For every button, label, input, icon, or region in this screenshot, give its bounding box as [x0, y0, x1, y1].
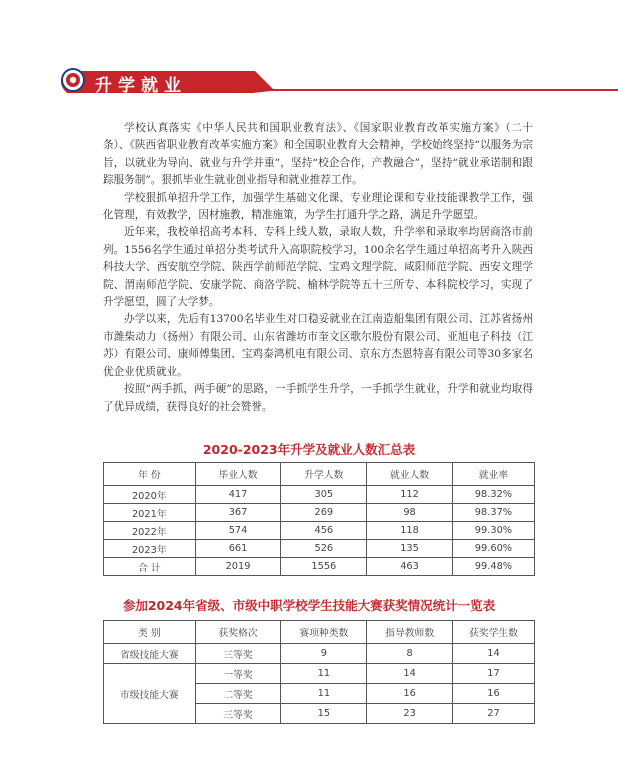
table-cell: 11: [281, 664, 367, 684]
category-cell: 市级技能大赛: [104, 664, 196, 724]
header-cell: 升学人数: [281, 463, 367, 486]
table-row: [104, 486, 535, 504]
table-cell: 456: [281, 522, 367, 540]
table-cell: 9: [281, 644, 367, 664]
table-cell: 16: [367, 684, 453, 704]
table-cell: 661: [195, 540, 281, 558]
header-cell: 指导教师数: [367, 621, 453, 644]
table-cell: 27: [453, 704, 535, 724]
school-logo-icon: [61, 68, 85, 92]
header-cell: 毕业人数: [195, 463, 281, 486]
paragraph-1: 学校认真落实《中华人民共和国职业教育法》、《国家职业教育改革实施方案》（二十条）、《陕西省职业教育改革实施方案》和全国职业教育大会精神，学校始终坚持“以服务为宗旨，以就业为导向、就业与升学并重”，坚持“校企合作，产教融合”，坚持“就业承诺制和跟踪服务制”。狠抓毕业生就业创业指导和就业推荐工作。: [103, 122, 533, 187]
table-cell: 2022年: [104, 522, 196, 540]
category-cell: 省级技能大赛: [104, 644, 196, 664]
table-cell: 112: [367, 486, 453, 504]
table-total-row: [104, 558, 535, 576]
table-cell: 2019: [195, 558, 281, 576]
table-cell: 98: [367, 504, 453, 522]
table-cell: 98.37%: [452, 504, 534, 522]
table-cell: 269: [281, 504, 367, 522]
table-cell: 305: [281, 486, 367, 504]
paragraph-2: 学校狠抓单招升学工作，加强学生基础文化课、专业理论课和专业技能课教学工作，强化管理，有效教学，因材施教，精准施策，为学生打通升学之路，满足升学愿望。: [103, 191, 533, 222]
table-cell: 118: [367, 522, 453, 540]
table-row: [104, 664, 535, 684]
header-cell: 获奖格次: [195, 621, 281, 644]
table-cell: 2023年: [104, 540, 196, 558]
paragraph-3: 近年来，我校单招高考本科、专科上线人数，录取人数，升学率和录取率均居商洛市前列。1556名学生通过单招分类考试升入高职院校学习，100余名学生通过单招高考升入陕西科技大学、西安航空学院、陕西学前师范学院、宝鸡文理学院、咸阳师范学院、西安文理学院、渭南师范学院、安康学院、商洛学院、榆林学院等五十三所专、本科院校学习，实现了升学愿望，圆了大学梦。: [103, 226, 533, 309]
table-cell: 17: [453, 664, 535, 684]
table-row: [104, 540, 535, 558]
table-cell: 三等奖: [195, 704, 281, 724]
table-cell: 135: [367, 540, 453, 558]
header-cell: 年 份: [104, 463, 196, 486]
table-cell: 99.30%: [452, 522, 534, 540]
table-cell: 463: [367, 558, 453, 576]
section-title: 升学就业: [95, 76, 187, 96]
table-cell: 99.60%: [452, 540, 534, 558]
table-cell: 2020年: [104, 486, 196, 504]
header-cell: 就业率: [452, 463, 534, 486]
table2-title: 参加2024年省级、市级中职学校学生技能大赛获奖情况统计一览表: [122, 598, 496, 613]
table-cell: 11: [281, 684, 367, 704]
table-cell: 526: [281, 540, 367, 558]
table-cell: 合 计: [104, 558, 196, 576]
table-cell: 三等奖: [195, 644, 281, 664]
table-cell: 98.32%: [452, 486, 534, 504]
paragraph-5: 按照“两手抓，两手硬”的思路，一手抓学生升学，一手抓学生就业，升学和就业均取得了优异成绩，获得良好的社会赞誉。: [103, 383, 533, 413]
graduate-summary-table: [103, 462, 535, 576]
table-cell: 417: [195, 486, 281, 504]
table-cell: 14: [453, 644, 535, 664]
table-row: [104, 522, 535, 540]
paragraph-4: 办学以来，先后有13700名毕业生对口稳妥就业在江南造船集团有限公司、江苏省扬州市潍柴动力（扬州）有限公司、山东省潍坊市奎文区歌尔股份有限公司、亚旭电子科技（江苏）有限公司、康师傅集团、宝鸡泰鸿机电有限公司、京东方杰恩特喜有限公司等30多家名优企业优质就业。: [103, 313, 533, 378]
table-header-row: [104, 621, 535, 644]
table-cell: 8: [367, 644, 453, 664]
section-banner: [55, 69, 618, 95]
header-cell: 类 别: [104, 621, 196, 644]
table-cell: 367: [195, 504, 281, 522]
table-cell: 14: [367, 664, 453, 684]
skills-competition-table: [103, 620, 535, 724]
table-cell: 99.48%: [452, 558, 534, 576]
table-cell: 16: [453, 684, 535, 704]
table-header-row: [104, 463, 535, 486]
table-cell: 二等奖: [195, 684, 281, 704]
table-cell: 574: [195, 522, 281, 540]
table-row: [104, 644, 535, 664]
table1-title: 2020-2023年升学及就业人数汇总表: [202, 442, 416, 457]
table-cell: 1556: [281, 558, 367, 576]
table-cell: 一等奖: [195, 664, 281, 684]
table-row: [104, 504, 535, 522]
header-cell: 就业人数: [367, 463, 453, 486]
header-cell: 获奖学生数: [453, 621, 535, 644]
header-cell: 赛项种类数: [281, 621, 367, 644]
table-cell: 23: [367, 704, 453, 724]
table-cell: 15: [281, 704, 367, 724]
table-cell: 2021年: [104, 504, 196, 522]
body-text: [103, 120, 533, 416]
